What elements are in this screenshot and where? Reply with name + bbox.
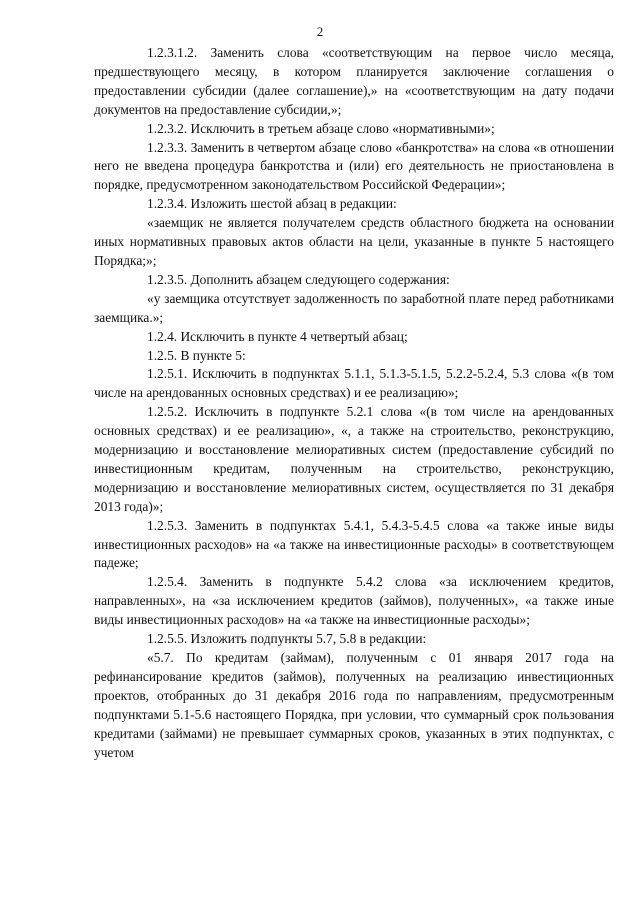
- paragraph-1-2-3-1-2: 1.2.3.1.2. Заменить слова «соответствующим на первое число месяца, предшествующего месяцу, в котором планируется заключение соглашения о предоставлении субсидии (далее соглашение),» на «соответствующим на дату подачи документов на предоставление субсидии,»;: [94, 45, 614, 117]
- paragraph-1-2-5-5: 1.2.5.5. Изложить подпункты 5.7, 5.8 в редакции:: [147, 631, 427, 647]
- page-number: 2: [316, 24, 324, 39]
- paragraph-1-2-5-4: 1.2.5.4. Заменить в подпункте 5.4.2 слова «за исключением кредитов, направленных», на «за исключением кредитов (займов), полученных», «а также иные виды инвестиционных расходов» на «а также на инвестиционные расходы»;: [94, 574, 614, 628]
- paragraph-1-2-5: 1.2.5. В пункте 5:: [147, 347, 246, 363]
- paragraph-1-2-3-5: 1.2.3.5. Дополнить абзацем следующего содержания:: [147, 271, 450, 287]
- paragraph-1-2-3-2: 1.2.3.2. Исключить в третьем абзаце слово «нормативными»;: [147, 120, 495, 136]
- paragraph-1-2-3-4: 1.2.3.4. Изложить шестой абзац в редакции:: [147, 196, 397, 212]
- paragraph-1-2-5-1: 1.2.5.1. Исключить в подпунктах 5.1.1, 5.1.3-5.1.5, 5.2.2-5.2.4, 5.3 слова «(в том числе на арендованных основных средствах) и ее реализацию»;: [94, 366, 614, 401]
- quoted-paragraph-borrower-budget: «заемщик не является получателем средств областного бюджета на основании иных нормативных правовых актов области на цели, указанные в пункте 5 настоящего Порядка;»;: [94, 215, 614, 268]
- document-body: [94, 44, 614, 762]
- paragraph-1-2-4: 1.2.4. Исключить в пункте 4 четвертый абзац;: [147, 328, 408, 344]
- paragraph-1-2-5-2: 1.2.5.2. Исключить в подпункте 5.2.1 слова «(в том числе на арендованных основных средствах) и ее реализацию», «, а также на строительство, реконструкцию, модернизацию и восстановление мелиоративных систем (предоставление субсидий по инвестиционным кредитам, полученным на строительство, реконструкцию, модернизацию и восстановление мелиоративных систем, осуществляется по 31 декабря 2013 года)»;: [94, 404, 614, 514]
- paragraph-1-2-3-3: 1.2.3.3. Заменить в четвертом абзаце слово «банкротства» на слова «в отношении него не введена процедура банкротства и (или) его деятельность не приостановлена в порядке, предусмотренном законодательством Российской Федерации»;: [94, 139, 614, 193]
- quoted-paragraph-5-7: «5.7. По кредитам (займам), полученным с 01 января 2017 года на рефинансирование кредитов (займов), полученных на реализацию инвестиционных проектов, отобранных до 31 декабря 2016 года по направлениям, предусмотренным подпунктами 5.1-5.6 настоящего Порядка, при условии, что суммарный срок пользования кредитами (займами) не превышает суммарных сроков, указанных в этих подпунктах, с учетом: [94, 650, 614, 760]
- paragraph-1-2-5-3: 1.2.5.3. Заменить в подпунктах 5.4.1, 5.4.3-5.4.5 слова «а также иные виды инвестиционных расходов» на «а также на инвестиционные расходы» в соответствующем падеже;: [94, 517, 614, 571]
- quoted-paragraph-salary-debt: «у заемщика отсутствует задолженность по заработной плате перед работниками заемщика.»;: [94, 290, 614, 325]
